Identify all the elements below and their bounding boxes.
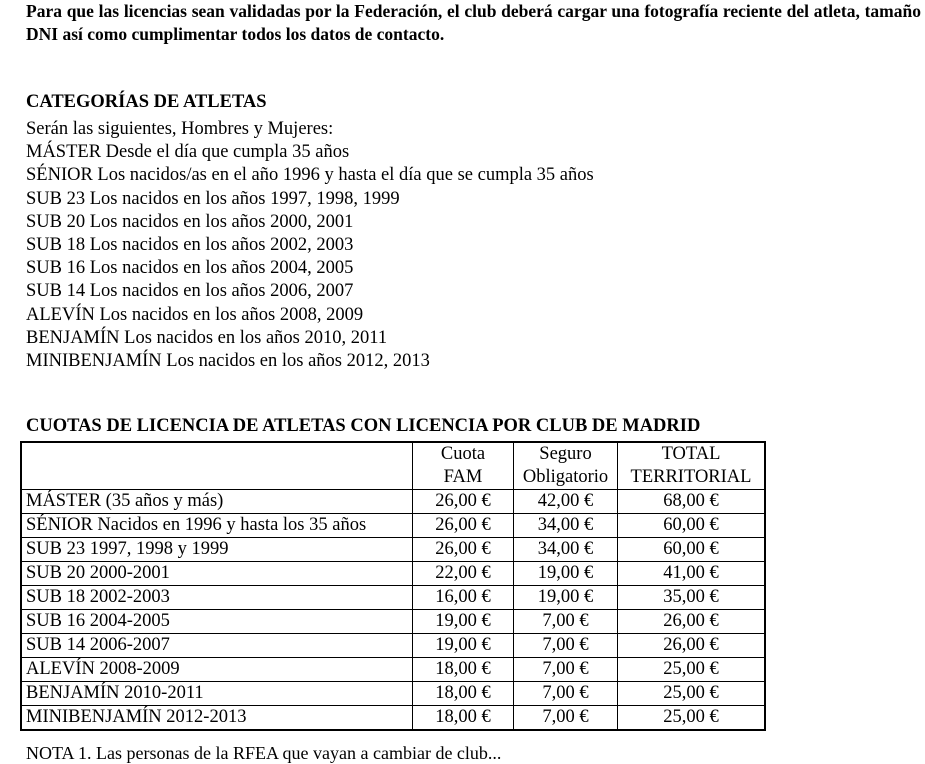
row-seguro: 34,00 € xyxy=(514,514,618,538)
table-row xyxy=(21,586,765,610)
row-cuota: 16,00 € xyxy=(413,586,514,610)
row-cuota: 18,00 € xyxy=(413,658,514,682)
header-cuota-line2: FAM xyxy=(443,466,483,487)
row-seguro: 7,00 € xyxy=(514,634,618,658)
categories-list xyxy=(26,118,594,373)
row-seguro: 7,00 € xyxy=(514,658,618,682)
header-seguro xyxy=(514,442,618,490)
row-total: 35,00 € xyxy=(618,586,766,610)
row-seguro: 19,00 € xyxy=(514,562,618,586)
row-total: 25,00 € xyxy=(618,682,766,706)
row-total: 25,00 € xyxy=(618,706,766,731)
category-line: SUB 14 Los nacidos en los años 2006, 2007 xyxy=(26,281,354,302)
footnote: NOTA 1. Las personas de la RFEA que vayan a cambiar de club... xyxy=(26,743,502,763)
row-cuota: 26,00 € xyxy=(413,490,514,514)
row-category: SUB 20 2000-2001 xyxy=(21,562,413,586)
table-row xyxy=(21,610,765,634)
category-line: MINIBENJAMÍN Los nacidos en los años 2012, 2013 xyxy=(26,351,430,372)
row-category: SUB 16 2004-2005 xyxy=(21,610,413,634)
table-row xyxy=(21,682,765,706)
intro-paragraph: Para que las licencias sean validadas por la Federación, el club deberá cargar una fotografía reciente del atleta, tamaño DNI así como cumplimentar todos los datos de contacto. xyxy=(26,1,921,44)
fees-title: CUOTAS DE LICENCIA DE ATLETAS CON LICENCIA POR CLUB DE MADRID xyxy=(26,416,701,436)
row-total: 60,00 € xyxy=(618,514,766,538)
row-cuota: 19,00 € xyxy=(413,610,514,634)
header-seguro-line2: Obligatorio xyxy=(522,466,609,487)
row-seguro: 7,00 € xyxy=(514,682,618,706)
row-seguro: 19,00 € xyxy=(514,586,618,610)
row-category: BENJAMÍN 2010-2011 xyxy=(21,682,413,706)
header-seguro-line1: Seguro xyxy=(539,444,592,464)
row-cuota: 22,00 € xyxy=(413,562,514,586)
category-line: MÁSTER Desde el día que cumpla 35 años xyxy=(26,142,350,163)
row-category: SUB 14 2006-2007 xyxy=(21,634,413,658)
row-total: 26,00 € xyxy=(618,634,766,658)
row-cuota: 18,00 € xyxy=(413,682,514,706)
row-category: ALEVÍN 2008-2009 xyxy=(21,658,413,682)
row-cuota: 26,00 € xyxy=(413,538,514,562)
categories-title: CATEGORÍAS DE ATLETAS xyxy=(26,92,267,112)
row-total: 41,00 € xyxy=(618,562,766,586)
header-total-line2: TERRITORIAL xyxy=(630,466,752,487)
row-total: 26,00 € xyxy=(618,610,766,634)
row-seguro: 7,00 € xyxy=(514,610,618,634)
category-line: Serán las siguientes, Hombres y Mujeres: xyxy=(26,119,334,139)
row-category: MÁSTER (35 años y más) xyxy=(21,490,413,514)
row-category: SUB 23 1997, 1998 y 1999 xyxy=(21,538,413,562)
row-category: SÉNIOR Nacidos en 1996 y hasta los 35 años xyxy=(21,514,413,538)
row-seguro: 34,00 € xyxy=(514,538,618,562)
row-cuota: 19,00 € xyxy=(413,634,514,658)
category-line: SUB 20 Los nacidos en los años 2000, 2001 xyxy=(26,211,354,232)
header-total xyxy=(618,442,766,490)
table-row xyxy=(21,706,765,731)
row-total: 60,00 € xyxy=(618,538,766,562)
row-total: 25,00 € xyxy=(618,658,766,682)
row-cuota: 18,00 € xyxy=(413,706,514,731)
row-seguro: 7,00 € xyxy=(514,706,618,731)
row-total: 68,00 € xyxy=(618,490,766,514)
header-total-line1: TOTAL xyxy=(661,444,721,464)
category-line: SUB 16 Los nacidos en los años 2004, 2005 xyxy=(26,258,354,279)
category-line: SUB 23 Los nacidos en los años 1997, 1998, 1999 xyxy=(26,188,400,209)
table-row xyxy=(21,538,765,562)
table-row xyxy=(21,634,765,658)
table-row xyxy=(21,658,765,682)
fees-header-row xyxy=(21,442,765,490)
row-seguro: 42,00 € xyxy=(514,490,618,514)
category-line: SÉNIOR Los nacidos/as en el año 1996 y hasta el día que se cumpla 35 años xyxy=(26,165,594,186)
fees-table xyxy=(20,441,766,731)
table-row xyxy=(21,562,765,586)
header-cuota-line1: Cuota xyxy=(440,444,486,464)
row-cuota: 26,00 € xyxy=(413,514,514,538)
row-category: MINIBENJAMÍN 2012-2013 xyxy=(21,706,413,731)
header-category xyxy=(21,442,413,490)
category-line: BENJAMÍN Los nacidos en los años 2010, 2011 xyxy=(26,327,388,348)
header-cuota xyxy=(413,442,514,490)
table-row xyxy=(21,490,765,514)
row-category: SUB 18 2002-2003 xyxy=(21,586,413,610)
category-line: SUB 18 Los nacidos en los años 2002, 2003 xyxy=(26,235,354,256)
category-line: ALEVÍN Los nacidos en los años 2008, 2009 xyxy=(26,304,364,325)
table-row xyxy=(21,514,765,538)
